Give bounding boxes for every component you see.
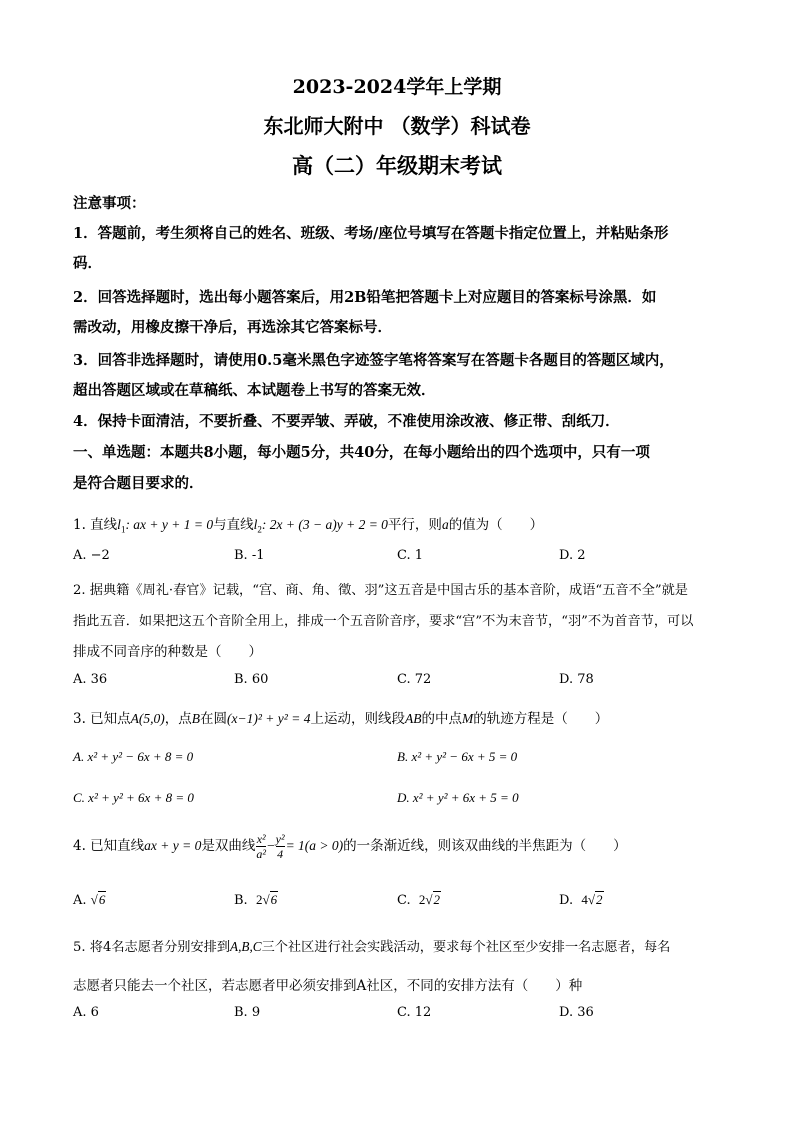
exam-grade-title: 高（二）年级期末考试 (292, 153, 502, 178)
question-2-line-1: 2. 据典籍《周礼·春官》记载，“宫、商、角、徵、羽”这五音是中国古乐的基本音阶，成语“五音不全”就是 (73, 583, 688, 598)
section-heading-line-1: 一、单选题：本题共8小题，每小题5分，共40分，在每小题给出的四个选项中，只有一项 (73, 444, 650, 461)
question-3-stem: 3. 已知点A(5,0)，点B在圆(x−1)² + y² = 4上运动，则线段AB的中点M的轨迹方程是（ ） (73, 711, 609, 727)
question-5-option-a: A. 6 (73, 1005, 99, 1020)
question-4-option-c: C. 2√2 (397, 892, 441, 908)
question-4-stem: 4. 已知直线ax + y = 0是双曲线 $\frac{\text{x²}}{\text{a²}}$ − $\frac{\text{y²}}{4}$ = 1(a > 0)的一条渐近线，则该双曲线的半焦距为（ ） (73, 832, 627, 861)
question-1-option-c: C. 1 (397, 548, 424, 563)
question-1-stem: 1. 直线$l_1$: ax + y + 1 = 0与直线$l_2$: 2x + (3 − a)y + 2 = 0平行，则a的值为（ ） (73, 517, 544, 535)
question-2-line-2: 指此五音．如果把这五个音阶全用上，排成一个五音阶音序，要求“宫”不为末音节，“羽”不为首音节，可以 (73, 614, 694, 629)
hyperbola-fraction-x: $\frac{\text{x²}}{\text{a²}}$ (256, 832, 266, 861)
note-2-line-1: 2．回答选择题时，选出每小题答案后，用2B铅笔把答题卡上对应题目的答案标号涂黑．如 (73, 289, 657, 306)
note-1-line-1: 1．答题前，考生须将自己的姓名、班级、考场/座位号填写在答题卡指定位置上，并粘贴条形 (73, 225, 669, 242)
question-3-option-a: A. x² + y² − 6x + 8 = 0 (73, 749, 194, 764)
note-2-line-2: 需改动，用橡皮擦干净后，再选涂其它答案标号． (73, 319, 392, 336)
question-4-option-d: D. 4√2 (559, 892, 603, 908)
section-heading-line-2: 是符合题目要求的． (73, 475, 204, 492)
sqrt-symbol: √2 (587, 892, 603, 907)
question-5-option-b: B. 9 (234, 1005, 261, 1020)
question-3-option-c: C. x² + y² + 6x + 8 = 0 (73, 790, 194, 805)
sqrt-symbol: √6 (262, 892, 278, 907)
question-5-line-2: 志愿者只能去一个社区，若志愿者甲必须安排到A社区，不同的安排方法有（ ）种 (73, 978, 583, 994)
question-4-option-a: A. √6 (73, 892, 106, 908)
sqrt-symbol: √2 (425, 892, 441, 907)
sqrt-symbol: √6 (90, 892, 106, 907)
question-3-option-b: B. x² + y² − 6x + 5 = 0 (397, 749, 518, 764)
question-5-option-d: D. 36 (559, 1005, 594, 1020)
question-2-line-3: 排成不同音序的种数是（ ） (73, 644, 262, 660)
question-5-option-c: C. 12 (397, 1005, 432, 1020)
question-3-option-d: D. x² + y² + 6x + 5 = 0 (397, 790, 519, 805)
question-2-option-c: C. 72 (397, 672, 432, 687)
note-1-line-2: 码． (73, 255, 102, 272)
question-5-line-1: 5. 将4名志愿者分别安排到A,B,C三个社区进行社会实践活动，要求每个社区至少安排一名志愿者，每名 (73, 939, 671, 955)
note-4: 4．保持卡面清洁，不要折叠、不要弄皱、弄破，不准使用涂改液、修正带、刮纸刀． (73, 413, 620, 430)
question-1-option-a: A. −2 (73, 548, 110, 563)
exam-year-title: 2023-2024学年上学期 (292, 76, 502, 98)
question-4-option-b: B. 2√6 (234, 892, 278, 908)
hyperbola-fraction-y: $\frac{\text{y²}}{4}$ (275, 832, 285, 861)
exam-school-title: 东北师大附中 （数学）科试卷 (263, 114, 531, 138)
question-2-option-d: D. 78 (559, 672, 594, 687)
question-1-option-d: D. 2 (559, 548, 586, 563)
note-3-line-2: 超出答题区域或在草稿纸、本试题卷上书写的答案无效． (73, 382, 436, 399)
question-2-option-a: A. 36 (73, 672, 108, 687)
question-1-option-b: B. -1 (234, 548, 265, 563)
notes-heading: 注意事项： (73, 195, 146, 212)
note-3-line-1: 3．回答非选择题时，请使用0.5毫米黑色字迹签字笔将答案写在答题卡各题目的答题区域内， (73, 352, 674, 369)
question-2-option-b: B. 60 (234, 672, 269, 687)
